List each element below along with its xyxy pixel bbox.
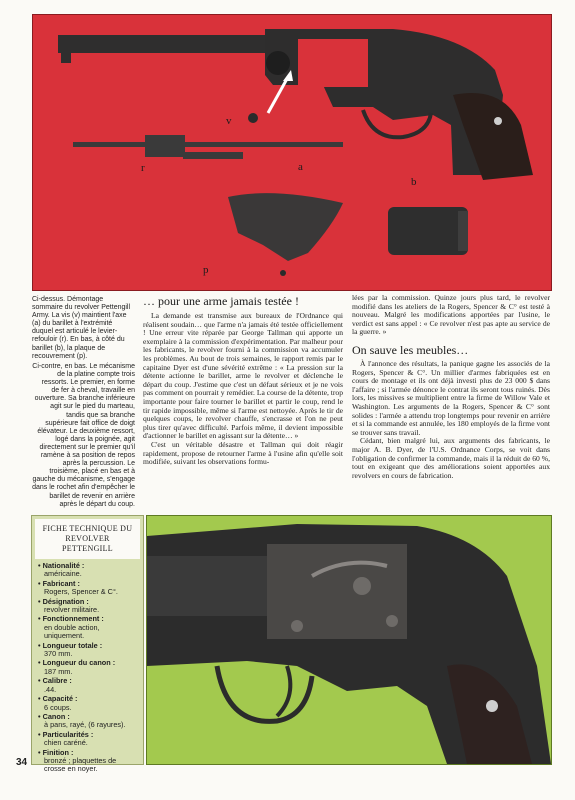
label-a: a xyxy=(298,161,303,173)
technical-sheet-value: américaine. xyxy=(44,569,82,579)
cylinder xyxy=(388,207,468,255)
paragraph: La demande est transmise aux bureaux de l'Ordnance qui réalisent soudain… que l'arme n'a jamais été testée officiellement ! Une erreur vite réparée par George Tallman qui apporte un exemplaire à la commission d'expérimentation. Par malheur pour les fabricants, le revolver fourni à la commission va accumuler les problèmes. Au bout de trois semaines, le rapport remis par le capitaine Dyer est d'une sévérité extrême : « La pression sur la détente actionne le barillet, arme le revolver et déclenche le départ du coup. J'estime que c'est un défaut sérieux et je ne vois pas comment on pourrait y remédier. La course de la détente, trop importante pour faire tourner le barillet et partir le coup, rend le tir rapide impossible, même si l'arme est nettoyée. Après le tir de quelques coups, le revolver chauffe, s'encrasse et l'on ne peut plus tirer qu'avec difficulté. Parfois même, il devient impossible d'actionner le barillet en agissant sur la détente… » xyxy=(143,311,343,441)
page-number: 34 xyxy=(16,757,28,768)
cylinder-part xyxy=(147,556,267,616)
technical-sheet-list xyxy=(32,562,143,774)
trigger xyxy=(277,666,290,716)
section-heading-2: On sauve les meubles… xyxy=(352,342,469,357)
technical-sheet-box xyxy=(31,515,144,774)
technical-sheet-title: FICHE TECHNIQUE DU REVOLVER PETTENGILL xyxy=(35,519,140,559)
technical-sheet-key: • Fonctionnement : xyxy=(38,614,104,623)
barrel xyxy=(58,35,273,53)
technical-sheet-item xyxy=(38,731,139,748)
cover-plate xyxy=(228,193,343,261)
mechanism-illustration xyxy=(147,516,551,764)
frame-window xyxy=(298,39,368,87)
paragraph: lées par la commission. Quinze jours plus tard, le revolver modifié dans les ateliers de la Rogers, Spencer & C° est testé à nouveau. Malgré les modifications apportées par l'usine, le verdict est sans appel : « Ce revolver n'est pas apte au service de la guerre. » xyxy=(352,293,550,337)
bottom-photo-mechanism xyxy=(146,515,552,765)
technical-sheet-key: • Calibre : xyxy=(38,676,72,685)
technical-sheet-key: • Finition : xyxy=(38,748,73,757)
lock-plate-area xyxy=(267,544,407,639)
label-r: r xyxy=(141,162,145,174)
technical-sheet-item xyxy=(38,580,139,597)
technical-sheet-item xyxy=(38,713,139,730)
technical-sheet-value: .44. xyxy=(44,684,57,694)
technical-sheet-key: • Particularités : xyxy=(38,730,93,739)
technical-sheet-item xyxy=(38,598,139,615)
paragraph: Cédant, bien malgré lui, aux arguments des fabricants, le major A. B. Dyer, de l'U.S. Ordnance Corps, se voit dans l'obligation de confirmer la commande, mais il la réduit de 60 %, tout en exigeant que des améliorations soient apportées aux revolvers en cours de fabrication. xyxy=(352,436,550,480)
label-p: p xyxy=(203,264,209,276)
technical-sheet-key: • Longueur totale : xyxy=(38,641,102,650)
technical-sheet-item xyxy=(38,749,139,774)
technical-sheet-key: • Longueur du canon : xyxy=(38,658,115,667)
technical-sheet-item xyxy=(38,677,139,694)
technical-sheet-value: en double action, uniquement. xyxy=(44,622,100,641)
top-photo-disassembled-revolver xyxy=(32,14,552,291)
technical-sheet-value: Rogers, Spencer & C°. xyxy=(44,587,118,597)
technical-sheet-value: chien caréné. xyxy=(44,738,88,748)
technical-sheet-key: • Capacité : xyxy=(38,694,77,703)
label-v: v xyxy=(226,115,232,127)
trigger-guard xyxy=(217,666,312,721)
section-heading-1: … pour une arme jamais testée ! xyxy=(143,294,299,308)
article-column-1 xyxy=(143,294,343,467)
technical-sheet-item xyxy=(38,695,139,712)
caption-bottom: Ci-contre, en bas. Le mécanisme de la platine compte trois ressorts. Le premier, en forme de fer à cheval, travaille en ouverture. Sa branche inférieure agit sur le pied du marteau, tandis que sa branche supérieure fait office de doigt élévateur. Le deuxième ressort, logé dans la poignée, agit directement sur le premier qu'il ramène à sa position de repos après la percussion. Le troisième, placé en bas et à gauche du mécanisme, s'engage dans le rochet afin d'empêcher le barillet de revenir en arrière après le départ du coup. xyxy=(32,363,135,508)
paragraph: C'est un véritable désastre et Tallman qui doit réagir rapidement, propose de retourner l'arme à l'usine afin qu'elle soit modifiée, suivant les observations formu- xyxy=(143,439,343,467)
technical-sheet-value: revolver militaire. xyxy=(44,605,100,615)
technical-sheet-value: 187 mm. xyxy=(44,666,73,676)
technical-sheet-item xyxy=(38,615,139,640)
technical-sheet-key: • Nationalité : xyxy=(38,561,84,570)
technical-sheet-value: bronzé ; plaquettes de crosse en noyer. xyxy=(44,755,117,774)
technical-sheet-value: à pans, rayé, (6 rayures). xyxy=(44,720,126,730)
technical-sheet-item xyxy=(38,642,139,659)
paragraph: À l'annonce des résultats, la panique gagne les associés de la Rogers, Spencer & C°. Un millier d'armes fabriquées est en cours de montage et ils ont déjà investi plus de 23 000 $ dans l'affaire ; si l'armée dénonce le contrat ils seront tous ruinés. Dès lors, les missives se multiplient entre la firme de Willow Vale et Washington. Les arguments de la Rogers, Spencer & C° sont solides : l'armée a attendu trop longtemps pour revenir en arrière et si la commande est annulée, les 180 employés de la firme vont se trouver sans travail. xyxy=(352,358,550,437)
screw-v xyxy=(248,113,258,123)
caption-top: Ci-dessus. Démontage sommaire du revolver Pettengill Army. La vis (v) maintient l'axe (a) du barillet à l'extrémité duquel est articulé le levier- refouloir (r). En bas, à côté du barillet (b), la plaque de recouvrement (p). xyxy=(32,296,131,360)
cylinder-axis xyxy=(73,142,343,147)
technical-sheet-item xyxy=(38,659,139,676)
technical-sheet-value: 6 coups. xyxy=(44,702,72,712)
technical-sheet-item xyxy=(38,562,139,579)
loading-lever xyxy=(145,135,185,157)
technical-sheet-key: • Canon : xyxy=(38,712,70,721)
revolver-parts-illustration xyxy=(33,15,551,290)
article-column-2 xyxy=(352,294,550,480)
technical-sheet-key: • Fabricant : xyxy=(38,579,80,588)
label-b: b xyxy=(411,176,417,188)
technical-sheet-key: • Désignation : xyxy=(38,597,89,606)
technical-sheet-value: 370 mm. xyxy=(44,649,73,659)
